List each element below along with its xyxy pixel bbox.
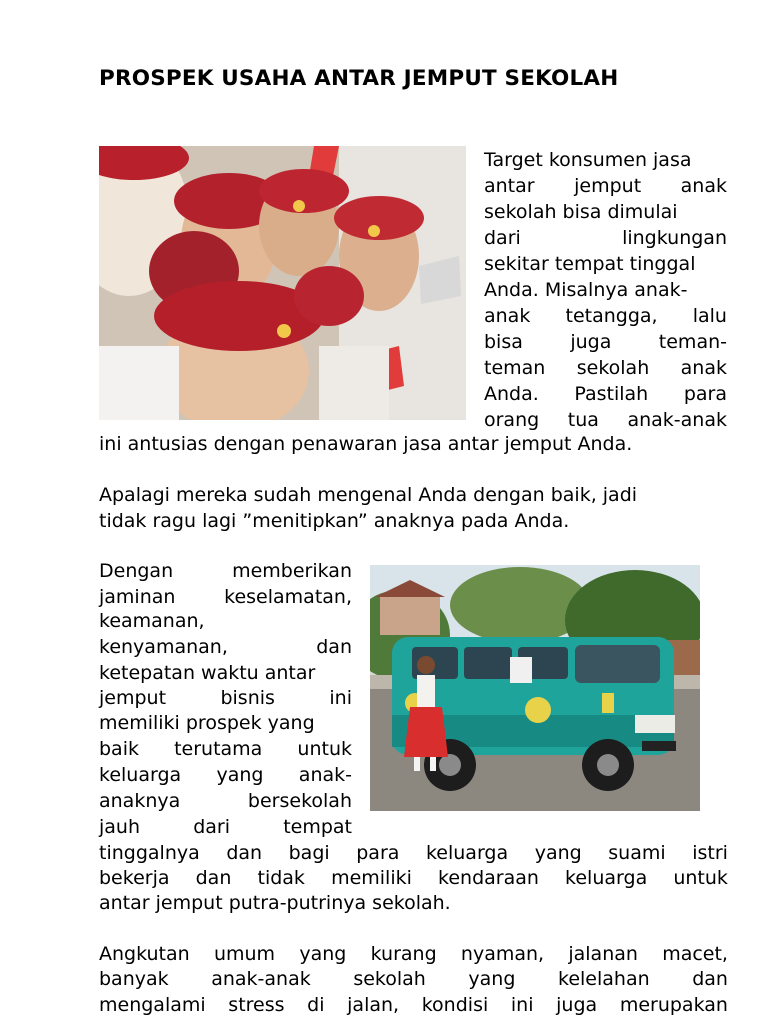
paragraph1-line-4 (484, 225, 727, 251)
school-minibus-photo (370, 565, 700, 811)
word: suami (608, 842, 666, 864)
word: jemput (99, 687, 167, 709)
word: orang (484, 409, 540, 431)
word: nyaman, (460, 943, 545, 965)
word: keselamatan, (224, 586, 352, 608)
paragraph4-line-3 (99, 992, 728, 1018)
paragraph3-line-12 (99, 840, 728, 866)
word: memiliki (331, 867, 412, 889)
word: umum (213, 943, 276, 965)
word: antar (484, 175, 535, 197)
word: kendaraan (438, 867, 539, 889)
paragraph3-line-2 (99, 584, 352, 610)
word: baik (99, 738, 139, 760)
word: bersekolah (247, 790, 352, 812)
word: dari (193, 816, 230, 838)
word: tidak (257, 867, 305, 889)
word: yang (534, 842, 582, 864)
word: Angkutan (99, 943, 190, 965)
paragraph3-line-13 (99, 865, 728, 891)
word: keluarga (99, 764, 182, 786)
paragraph2-line-1: Apalagi mereka sudah mengenal Anda dengan baik, jadi (99, 484, 638, 506)
paragraph3-line-11 (99, 814, 352, 840)
paragraph3-line-6 (99, 685, 352, 711)
word: dan (195, 867, 232, 889)
word: para (683, 383, 727, 405)
paragraph3-line-7: memiliki prospek yang (99, 712, 315, 734)
word: anak (680, 357, 727, 379)
word: anak (680, 175, 727, 197)
word: teman (484, 357, 546, 379)
word: anak- (298, 764, 352, 786)
word: sekolah (576, 357, 650, 379)
word: ini (510, 994, 534, 1016)
word: kenyamanan, (99, 636, 228, 658)
paragraph1-line-10 (484, 381, 727, 407)
paragraph4-line-1 (99, 941, 728, 967)
word: dan (226, 842, 263, 864)
word: Pastilah (574, 383, 649, 405)
word: di (307, 994, 325, 1016)
word: bekerja (99, 867, 170, 889)
paragraph3-line-1 (99, 558, 352, 584)
word: merupakan (619, 994, 728, 1016)
word: jalan, (347, 994, 400, 1016)
paragraph1-line-11 (484, 407, 727, 433)
word: bisa (484, 331, 523, 353)
word: untuk (297, 738, 352, 760)
paragraph1-line-12: ini antusias dengan penawaran jasa antar jemput Anda. (99, 433, 633, 455)
paragraph3-line-14: antar jemput putra-putrinya sekolah. (99, 892, 451, 914)
word: anak (484, 305, 531, 327)
word: terutama (174, 738, 263, 760)
word: dari (484, 227, 521, 249)
word: stress (228, 994, 285, 1016)
word: Dengan (99, 560, 174, 582)
word: kondisi (421, 994, 489, 1016)
word: kurang (370, 943, 437, 965)
word: macet, (662, 943, 728, 965)
paragraph3-line-10 (99, 788, 352, 814)
word: tempat (283, 816, 352, 838)
word: dan (692, 968, 728, 990)
paragraph1-line-1: Target konsumen jasa (484, 149, 692, 171)
word: tetangga, (565, 305, 658, 327)
word: bagi (288, 842, 330, 864)
paragraph2-line-2: tidak ragu lagi ”menitipkan” anaknya pada Anda. (99, 510, 570, 532)
paragraph1-line-5: sekitar tempat tinggal (484, 253, 696, 275)
word: yang (299, 943, 347, 965)
paragraph3-line-3: keamanan, (99, 610, 205, 632)
school-children-photo (99, 146, 466, 420)
word: istri (692, 842, 728, 864)
word: keluarga (565, 867, 648, 889)
word: kelelahan (558, 968, 650, 990)
word: jemput (574, 175, 642, 197)
word: anaknya (99, 790, 181, 812)
word: Anda. (484, 383, 539, 405)
paragraph1-line-6: Anda. Misalnya anak- (484, 279, 688, 301)
word: tua (567, 409, 599, 431)
word: jauh (99, 816, 141, 838)
word: tinggalnya (99, 842, 200, 864)
word: juga (556, 994, 598, 1016)
paragraph1-line-2 (484, 173, 727, 199)
paragraph3-line-8 (99, 736, 352, 762)
paragraph1-line-3: sekolah bisa dimulai (484, 201, 678, 223)
word: anak-anak (627, 409, 727, 431)
word: keluarga (425, 842, 509, 864)
word: bisnis (220, 687, 275, 709)
word: teman- (658, 331, 727, 353)
paragraph4-line-2 (99, 966, 728, 992)
word: jalanan (568, 943, 638, 965)
word: mengalami (99, 994, 206, 1016)
word: juga (570, 331, 612, 353)
document-title: PROSPEK USAHA ANTAR JEMPUT SEKOLAH (99, 66, 619, 91)
paragraph1-line-9 (484, 355, 727, 381)
paragraph3-line-4 (99, 634, 352, 660)
word: ini (329, 687, 352, 709)
paragraph3-line-5: ketepatan waktu antar (99, 662, 316, 684)
word: yang (216, 764, 264, 786)
word: banyak (99, 968, 169, 990)
word: yang (468, 968, 516, 990)
word: lingkungan (622, 227, 727, 249)
word: lalu (692, 305, 727, 327)
paragraph1-line-8 (484, 329, 727, 355)
word: sekolah (353, 968, 426, 990)
word: para (356, 842, 400, 864)
paragraph3-line-9 (99, 762, 352, 788)
word: memberikan (232, 560, 352, 582)
word: dan (316, 636, 352, 658)
word: jaminan (99, 586, 176, 608)
word: untuk (673, 867, 728, 889)
paragraph1-line-7 (484, 303, 727, 329)
word: anak-anak (211, 968, 311, 990)
